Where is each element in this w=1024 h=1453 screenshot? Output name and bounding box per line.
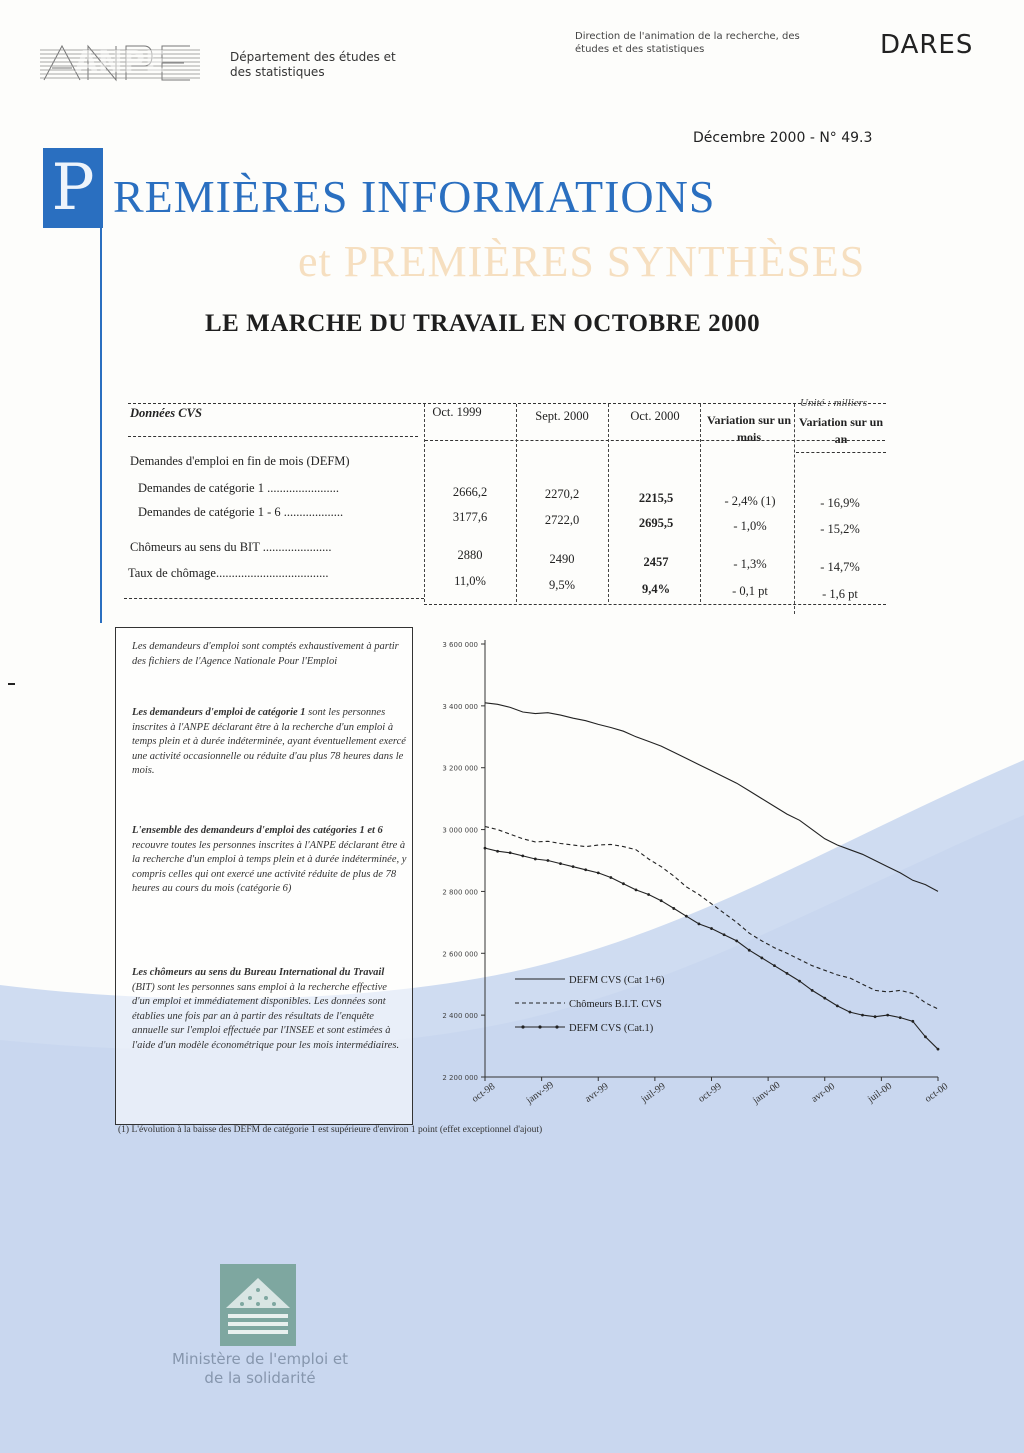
table-top-rule [128,403,886,404]
table-row-3-c5: - 14,7% [820,560,860,574]
table-head-col5: Variation sur un an [798,415,884,446]
series-3-point [572,865,575,868]
series-3-point [911,1020,914,1023]
series-3-point [924,1035,927,1038]
table-head-rule-3 [796,452,886,453]
table-row-1-c1: 2666,2 [452,485,488,499]
table-row-4-c3: 9,4% [641,582,671,596]
y-tick-label: 2 200 000 [442,1074,478,1082]
series-3-point [622,882,625,885]
table-col-sep-4 [700,404,701,602]
series-3-point [672,907,675,910]
series-3-point [760,957,763,960]
series-3-point [748,949,751,952]
series-3-point [609,876,612,879]
x-tick-label: janv-99 [524,1079,556,1107]
table-head-col2: Sept. 2000 [535,409,589,423]
table-row-2-c1: 3177,6 [452,510,488,524]
footnote: (1) L'évolution à la baisse des DEFM de catégorie 1 est supérieure d'environ 1 point (effet exceptionnel d'ajout) [118,1125,543,1135]
y-tick-label: 3 000 000 [442,826,478,835]
table-row-3-c3: 2457 [643,555,669,569]
x-tick-label: avr-99 [583,1081,611,1105]
anpe-department: Département des études et des statistiques [230,50,396,79]
y-tick-label: 3 200 000 [442,764,478,773]
x-tick-label: oct-99 [696,1081,724,1105]
table-head-label: Données CVS [130,406,202,420]
legend-label-3: DEFM CVS (Cat.1) [569,1023,654,1034]
series-3-point [698,923,701,926]
series-3-point [786,972,789,975]
series-line-1 [485,703,938,892]
table-row-4-label: Taux de chômage.................................... [128,566,329,580]
table-group-label: Demandes d'emploi en fin de mois (DEFM) [130,454,350,468]
ministry-logo [220,1264,296,1346]
y-tick-label: 3 600 000 [442,641,478,649]
table-bottom-rule-2 [424,604,886,605]
table-row-3-c1: 2880 [457,548,483,562]
note-4-term: Les chômeurs au sens du Bureau International du Travail [132,967,385,978]
note-3-text: recouvre toutes les personnes inscrites à l'ANPE déclarant être à la recherche d'un emploi à temps plein et à durée indéterminée, y compris celles qui ont exercé une activité réduite de plus de 78 heures au cours du mois (catégorie 6) [132,839,407,894]
legend-marker [538,1025,541,1028]
series-3-point [584,868,587,871]
table-head-rule [128,436,418,437]
series-3-point [547,859,550,862]
series-3-point [521,854,524,857]
table-col-sep-3 [608,404,609,602]
series-3-point [660,899,663,902]
table-unit: Unité : milliers [800,397,868,409]
note-1: Les demandeurs d'emploi sont comptés exhaustivement à partir des fichiers de l'Agence Nationale Pour l'Emploi [132,641,399,667]
series-3-point [597,871,600,874]
legend-label-1: DEFM CVS (Cat 1+6) [569,975,665,986]
headline: LE MARCHE DU TRAVAIL EN OCTOBRE 2000 [205,310,761,337]
series-3-point [509,851,512,854]
series-3-point [886,1014,889,1017]
table-row-3-c4: - 1,3% [733,557,767,571]
series-3-point [823,997,826,1000]
series-3-point [874,1015,877,1018]
table-row-4-c2: 9,5% [548,578,576,592]
table-row-2-label: Demandes de catégorie 1 - 6 ................... [138,505,344,519]
table-row-3-label: Chômeurs au sens du BIT ...................... [130,540,332,554]
table-row-2-c2: 2722,0 [544,513,580,527]
table-col-sep-5 [794,404,795,614]
issue-date: Décembre 2000 - N° 49.3 [693,130,873,146]
series-3-point [723,933,726,936]
series-3-point [484,847,487,850]
table-head-col3: Oct. 2000 [630,409,680,423]
series-3-point [710,927,713,930]
x-tick-label: juil-00 [865,1080,895,1106]
note-4 [132,966,407,1053]
ministry-name: Ministère de l'emploi et de la solidarité [171,1350,349,1387]
table-head-col4: Variation sur un mois [706,413,792,444]
x-tick-label: janv-00 [751,1079,783,1107]
note-3-term: L'ensemble des demandeurs d'emploi des catégories 1 et 6 [132,825,383,836]
note-2 [132,706,407,779]
legend-marker [555,1025,558,1028]
series-3-point [735,940,738,943]
y-tick-label: 3 400 000 [442,702,478,711]
series-3-point [496,850,499,853]
series-line-3 [485,848,938,1049]
dares-direction: Direction de l'animation de la recherche, des études et des statistiques [575,31,800,55]
margin-mark [8,683,15,685]
table-row-4-c5: - 1,6 pt [822,587,858,601]
table-row-4-c1: 11,0% [454,574,486,588]
table-row-1-c5: - 16,9% [820,496,860,510]
y-tick-label: 2 800 000 [442,888,478,897]
series-3-point [559,862,562,865]
series-3-point [773,964,776,967]
series-3-point [836,1004,839,1007]
y-tick-label: 2 400 000 [442,1012,478,1021]
table-row-3-c2: 2490 [549,552,575,566]
table-row-1-c2: 2270,2 [544,487,580,501]
table-row-1-label: Demandes de catégorie 1 ....................... [138,481,339,495]
series-line-2 [485,827,938,1010]
series-3-point [937,1048,940,1051]
table-row-4-c4: - 0,1 pt [732,584,768,598]
series-3-point [861,1014,864,1017]
note-3 [132,824,407,897]
x-tick-label: oct-00 [922,1081,950,1105]
table-col-sep-2 [516,404,517,602]
table-row-1-c3: 2215,5 [638,491,674,505]
table-row-2-c5: - 15,2% [820,522,860,536]
series-3-point [798,980,801,983]
title-initial: P [51,151,95,225]
table-head-rule-2 [425,440,885,441]
series-3-point [811,989,814,992]
x-tick-label: avr-00 [809,1081,838,1105]
series-3-point [534,858,537,861]
series-3-point [685,915,688,918]
anpe-logo-text: ANPE [74,45,166,80]
note-4-text: (BIT) sont les personnes sans emploi à la recherche effective d'un emploi et immédiatement disponibles. Les données sont établies une fois par an à partir des résultats de l'enquête annuelle sur l'emploi effectuée par l'INSEE et sont estimées à l'aide d'un modèle économétrique pour les mois intermédiaires. [132,981,400,1051]
legend-marker [521,1025,524,1028]
anpe-logo [40,40,200,84]
series-3-point [635,888,638,891]
table-row-2-c4: - 1,0% [733,519,767,533]
title-line-1: REMIÈRES INFORMATIONS [113,171,716,222]
y-tick-label: 2 600 000 [442,950,478,959]
series-3-point [849,1011,852,1014]
series-3-point [647,893,650,896]
table-bottom-rule [124,598,424,599]
note-2-text: sont les personnes inscrites à l'ANPE déclarant être à la recherche d'un emploi à temps plein et à durée indéterminée, ayant éventuellement exercé une activité occasionnelle ou réduite d'au plus 78 heures dans le mois. [132,707,406,776]
table-row-1-c4: - 2,4% (1) [724,494,776,508]
series-3-point [899,1016,902,1019]
legend-label-2: Chômeurs B.I.T. CVS [569,999,662,1010]
note-2-term: Les demandeurs d'emploi de catégorie 1 [132,707,306,718]
table-col-sep-1 [424,404,425,602]
table-row-2-c3: 2695,5 [638,516,674,530]
x-tick-label: oct-98 [469,1081,498,1105]
title-line-2: et PREMIÈRES SYNTHÈSES [298,237,866,286]
x-tick-label: juil-99 [639,1080,668,1106]
dares-label: DARES [880,30,974,60]
line-chart [410,630,950,1140]
table-head-col1: Oct. 1999 [432,405,482,419]
title-vertical-rule [100,148,102,623]
